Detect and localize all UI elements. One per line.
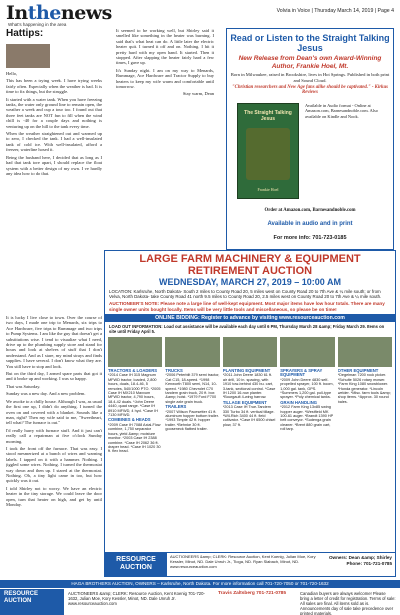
newspaper-logo[interactable] — [6, 4, 236, 22]
paragraph: I took the front off the furnace. That was easy. I stood mesmerized at a bunch of wires and warning labels. I tapped on it with a hammer. Nothing. I jiggled some wires. Nothing. I turned the thermostat way down and then up. I stared at the thermostat. Nothing. Oh, a tiny light came in too, but how quickly was it out. — [6, 445, 102, 484]
auction-contact: Owners: Dean &amp; Shirley Phone: 701-721-0785 — [328, 555, 392, 566]
category-heading: OTHER EQUIPMENT — [337, 368, 379, 373]
paragraph: I'd really hurry with furnace stuff. And it just can't really call a repairman at five o'clock Sunday morning. — [6, 427, 102, 444]
auction-advertisement[interactable] — [104, 250, 396, 577]
category-items: *Degelman 7200 rock picker. *Schulte 5026 rotary mower. *Farm King 1080 snowblower. *Honda generator. *Lincoln welder. *Misc. farm tools &amp; shop items. *Approx. 30 round bales. — [337, 373, 391, 404]
book-cover-title: The Straight Talking Jesus — [244, 110, 292, 122]
category-items: *2006 Peterbilt 379 semi tractor, Cat C15, 18-speed. *1998 Kenworth T800 semi, N14, 10-speed. *1980 Chevrolet C70 tandem grain truck, 20 ft. box &amp; hoist. *1979 Ford F700 single axle grain truck. — [165, 373, 220, 404]
category-heading: PLANTING EQUIPMENT — [222, 368, 271, 373]
terms-text: Canadian buyers are always welcome! Please bring a letter of credit for registration. Terms of sale: All sales are final. All items sold as is. Announcements day of sale take precedence over printed materials. — [300, 591, 396, 615]
contact-phone: Travis Zaltsberg 701-721-0785 — [218, 591, 286, 596]
auctioneer-note: AUCTIONEER'S NOTE: Please note a large line of well-kept equipment. Most major items have low hour totals. There are many single owner units bought locally. Items will be very little tools and miscellaneous, so please be on time! — [109, 301, 385, 312]
owners-bar: HAGA BROTHERS AUCTION, OWNERS – Karlsruhe, North Dakota. For more information call 701-720-7050 or 701-720-1632 — [0, 580, 400, 588]
masthead — [6, 4, 236, 26]
hattips-column-1 — [6, 71, 102, 278]
auction-footer — [105, 552, 395, 576]
sprayer-photo — [280, 337, 334, 367]
hattips-column-1-continued — [6, 315, 102, 570]
book-ad-subheading: New Release from Dean's own Award-Winning Author, Frankie Hoel, Mt. — [238, 55, 382, 70]
book-cover-author: Frankie Hoel — [257, 187, 279, 192]
category-items: *2009 John Deere 4830 self-propelled sprayer, 100 ft. boom, 1,000 gal. tank, GPS. *Summers 1,200 gal. pull-type sprayer. *Poly chemical tanks. — [280, 377, 334, 400]
auction-column — [223, 335, 277, 552]
auction-title: LARGE FARM MACHINERY & EQUIPMENT RETIREMENT AUCTION — [105, 251, 395, 277]
category-heading: SPRAYERS & SPRAY EQUIPMENT — [280, 368, 323, 378]
hattips-title: Hattips: — [6, 28, 44, 39]
paragraph: Sunday was a new day. And a new problem. — [6, 391, 86, 397]
auction-date: WEDNESDAY, MARCH 27, 2019 – 10:00 AM — [159, 277, 341, 287]
category-items: *2009 Case IH 7088 Axial-Flow combine, 1,750 separator hours, yield &amp; moisture monitor. *2003 Case IH 2388 combine. *Case IH 2062 36 ft. draper head. *Case IH 1020 30 ft. flex head. — [108, 422, 161, 454]
category-items: *2011 John Deere 1830 61 ft. air drill, 10 in. spacing, with 1910 tow-behind 430 bu. cart, 3-tank, sectional control. *Case IH 1200 16-row planter. *Bourgault 4-wing harrow. — [222, 373, 276, 400]
paragraph: But on the third day, I armed spare parts that got it and it broke up and working. I was so happy. — [6, 371, 102, 382]
logo-in: In — [6, 2, 28, 24]
combine-photo — [165, 337, 219, 367]
book-cover-art — [246, 128, 290, 180]
auction-auctioneers: AUCTIONEERS &amp; CLERK: Resource Auction, Kent Koenig, Julian Moe, Kory Kessler, Minot, ND. Dale Unruh Jr., Tioga, ND. Ryan Slabach, Minot, ND. www.resourceauction.com — [170, 554, 316, 569]
book-ad-phone: For more info: 701-723-0185 — [273, 235, 347, 241]
book-ad-heading: Read or Listen to the Straight Talking Jesus — [230, 33, 390, 53]
category-items: *2012 Farm King 13x85 swing hopper auger. *Westfield MK 100-61 auger. *Brandt 1390 HP belt conveyor. *Sudenga grain cleaner. *Brent 880 grain cart, roll tarp. — [280, 405, 334, 432]
paragraph: I told Shirley not to worry. We have an electric heater in the tiny storage. We could leave the door open, turn that heater on high, and get by until Monday. — [6, 485, 102, 507]
auction-column — [280, 335, 334, 552]
tractor-photo — [108, 337, 162, 367]
online-bidding-banner[interactable]: ONLINE BIDDING: Register to advance by visiting www.resourceauction.com — [105, 314, 395, 322]
book-ad-order: Order at Amazon.com, Barnesandnoble.com — [264, 208, 356, 213]
paragraph: We awoke to a chilly house. Although I was, as usual the first one up, I didn't do anything. I turned the oven on and covered with a blanket. Sounds like a man, right? Then my wife said to me, "Sweetheart, tell what? The furnace is out." — [6, 398, 102, 426]
paragraph: It started with a water tank. When you have freezing tanks, the water only ground line to remain open, the weather a week and cup a tour too. I found out that three feet tanks are NOT fun to fill when the wind chill is -40 for a couple days and nothing is venturing up on the hill to the tank every time. — [6, 96, 102, 129]
columnist-photo — [6, 44, 50, 68]
auctioneer-names: AUCTIONEERS &amp; CLERK: Resource Auction, Kent Koenig 701-720-1632, Julian Moe, Kory Kessler, Minot, ND. Dale Unruh Jr. www.resourceauction.com — [68, 591, 205, 606]
book-ad-byline: Born in Milwaukee, raised in Brookshire, lives in Hot Springs. Published in both print and Sound Cloud. — [230, 72, 390, 83]
category-heading: TRUCKS — [165, 368, 183, 373]
auction-column — [338, 335, 392, 552]
category-heading: TRAILERS — [165, 404, 187, 410]
book-ad-availability: Available in audio and in print — [267, 221, 353, 227]
hattips-column-2 — [116, 28, 214, 249]
category-items: *2014 Case IH 315 Magnum MFWD tractor, loaded, 2,800 hours, duals, 18.4-46, 5 remotes, 540/1000 PTO. *2005 Case IH MX210 Maxxum MFWD tractor, 4,790 hours, 18.4-42 duals. *John Deere 4440, quad range. *Case IH 8910 MFWD, 4 hyd. *Case IH 7130 MFWD. — [108, 373, 161, 418]
paragraph: It is lucky I live close to town. Over the course of two days, I made one trip to Menards, six trips to Ace Hardware, five trips to Rummage and two trips to Pump Systems. I am like the guy that doesn't get a substitutions wise. I tend to visualize what I need, drive up to the plumbing supply store and stand for hours and look at shelves of stuff that I don't understand. And as I stare, my mind strays and finds supplies. I have several. I don't know what they are. You still have to stop and look. — [6, 315, 102, 369]
auction-location: LOCATION: Karlsruhe, North Dakota- South 2 miles to County Road 20, 5 miles west on County Road 20 to 7th Ave & ¼ mile south; or from Velva, North Dakota- take County Road 41 north 9.5 miles to County Road 20, 2.5 miles west on County Road 20 to 7th Ave & ¼ mile south. — [109, 289, 382, 300]
paragraph: Being the husband here, I decided that as long as I had that tank tore apart, I should replace the float system with a better design of my own. I ve hardly any idea how to do that. — [6, 154, 102, 176]
resource-auction-logo[interactable]: RESOURCE AUCTION — [0, 589, 64, 615]
paragraph: When the weather straightened out and warmed up to zero, I checked the tank. I had a well-insulated tank of cold ice. With well-insulated, afford a freezer, waterline hosed it. — [6, 131, 102, 153]
logo-news: news — [60, 2, 112, 24]
auction-listing-columns — [108, 335, 392, 552]
category-heading: TILLAGE EQUIPMENT — [222, 399, 267, 405]
bottom-info-row — [0, 589, 400, 615]
book-advertisement[interactable] — [226, 28, 394, 250]
issue-info: Volvia in Voice | Thursday March 14, 2019 | Page 4 — [276, 8, 394, 14]
book-ad-quote: "Christian researchers and New Age fans alike should be captivated." - Kirkus Reviews — [232, 85, 388, 95]
book-cover[interactable] — [237, 103, 299, 199]
paragraph: Hello, — [6, 71, 18, 76]
paragraph: That was Saturday. — [6, 383, 41, 389]
auction-column — [165, 335, 219, 552]
auction-brand[interactable]: RESOURCE AUCTION — [105, 553, 167, 576]
category-heading: COMBINES & HEADS — [108, 417, 151, 423]
logo-the: the — [27, 2, 61, 24]
signature: Stay warm, Dean — [182, 91, 214, 97]
paragraph: It's Sunday night. I am on my way to Menards, Rummage, Ace Hardware and Tractor Supply to buy heaters to keep my wife warm and comfortable until tomorrow. — [116, 67, 214, 90]
drill-photo — [223, 337, 277, 367]
category-items: *2013 Case IH True-Tandem 330 Turbo 34 ft. vertical tillage. *Wil-Rich 3400 44 ft. field cultivator. *Case IH 6500 chisel plow, 37 ft. — [222, 405, 276, 427]
category-heading: GRAIN HANDLING — [280, 399, 317, 405]
paragraph: It seemed to be working well, but Shirley said it smelled like something in the heater was burning. I said that's what heat can do. A little later the electric heater quit. I turned it off and on. Nothing. I hit it pretty hard with my open hand. It started. Then it stopped. After slapping the heater fairly hard a few times, I gave up. — [116, 28, 214, 66]
book-ad-body: Available in Audio format - Online at Amazon.com, Barnesandnoble.com. Also available on Kindle and Nook. — [305, 103, 378, 119]
category-heading: TRACTORS & LOADERS — [108, 368, 158, 373]
paragraph: This has been a trying week. I have trying weeks fairly often. Especially when the weather is bad. It is time to fix things, but the struggle. — [6, 78, 102, 95]
auction-column — [108, 335, 162, 552]
loadout-info: LOAD OUT INFORMATION: Load out assistance will be available each day until 6 PM, Thursday March 28 &amp; Friday March 29. Items on site until Friday April 5. — [109, 324, 385, 335]
category-items: *2007 Wilson Pacesetter 41 ft. aluminum hopper bottom trailer. *1993 Timpte 42 ft. hopper trailer. *Behnke 30 ft. gooseneck flatbed trailer. — [165, 409, 219, 432]
equipment-photo — [338, 337, 392, 367]
tagline: What's happening in the area — [8, 22, 67, 27]
